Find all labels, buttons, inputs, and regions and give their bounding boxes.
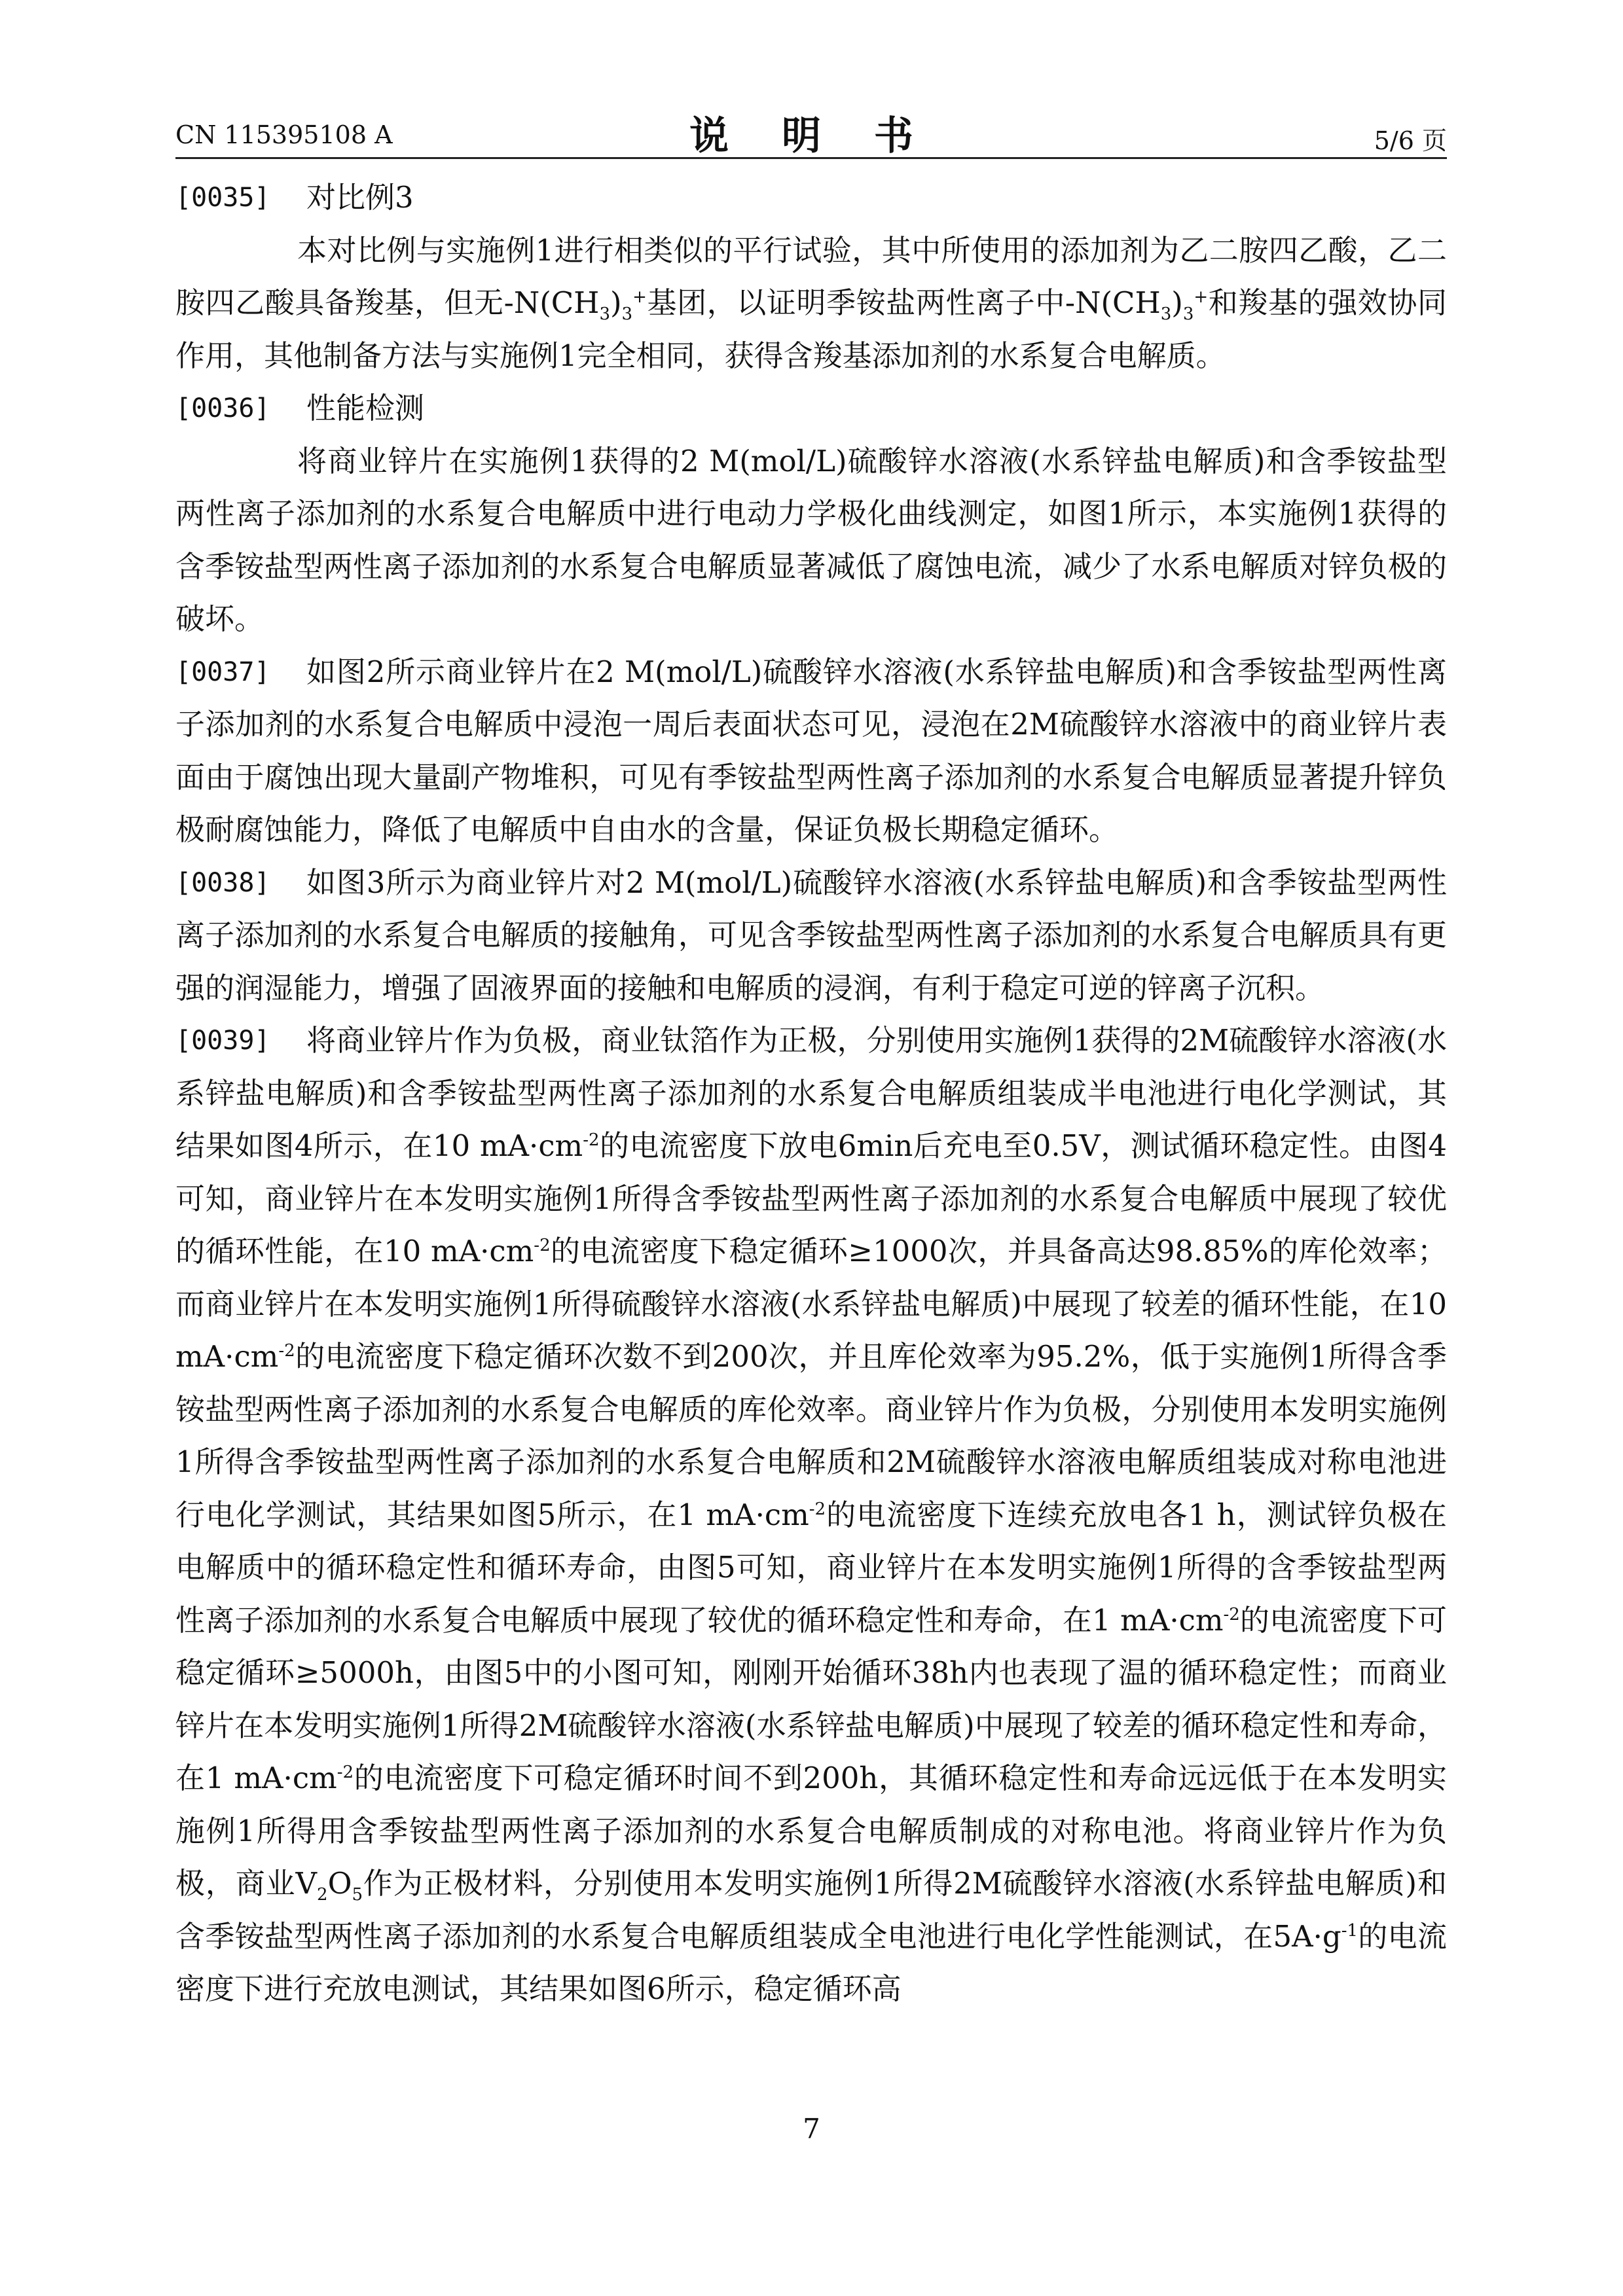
paragraph-0035-body: [175, 224, 1447, 383]
page-number: 7: [803, 2113, 820, 2145]
paragraph-0036-body: [175, 435, 1447, 646]
paragraph-text: 本对比例与实施例1进行相类似的平行试验，其中所使用的添加剂为乙二胺四乙酸，乙二胺四乙酸具备羧基，但无$-N(CH_3)_3^+$基团，以证明季铵盐两性离子中$-N(CH_3)_3^+$和羧基的强效协同作用，其他制备方法与实施例1完全相同，获得含羧基添加剂的水系复合电解质。: [175, 232, 1448, 373]
paragraph-text: 将商业锌片作为负极，商业钛箔作为正极，分别使用实施例1获得的2M硫酸锌水溶液(水系锌盐电解质)和含季铵盐型两性离子添加剂的水系复合电解质组装成半电池进行电化学测试，其结果如图4所示，在10 $mA\cdot cm^{-2}$的电流密度下放电6min后充电至0.5V，测试循环稳定性。由图4可知，商业锌片在本发明实施例1所得含季铵盐型两性离子添加剂的水系复合电解质中展现了较优的循环性能，在10 $mA\cdot cm^{-2}$的电流密度下稳定循环≥1000次，并具备高达98.85%的库伦效率；而商业锌片在本发明实施例1所得硫酸锌水溶液(水系锌盐电解质)中展现了较差的循环性能，在10 $mA\cdot cm^{-2}$的电流密度下稳定循环次数不到200次，并且库伦效率为95.2%，低于实施例1所得含季铵盐型两性离子添加剂的水系复合电解质的库伦效率。商业锌片作为负极，分别使用本发明实施例1所得含季铵盐型两性离子添加剂的水系复合电解质和2M硫酸锌水溶液电解质组装成对称电池进行电化学测试，其结果如图5所示，在1 $mA\cdot cm^{-2}$的电流密度下连续充放电各1 h，测试锌负极在电解质中的循环稳定性和循环寿命，由图5可知，商业锌片在本发明实施例1所得的含季铵盐型两性离子添加剂的水系复合电解质中展现了较优的循环稳定性和寿命，在1 $mA\cdot cm^{-2}$的电流密度下可稳定循环≥5000h，由图5中的小图可知，刚刚开始循环38h内也表现了温的循环稳定性；而商业锌片在本发明实施例1所得2M硫酸锌水溶液(水系锌盐电解质)中展现了较差的循环稳定性和寿命，在1 $mA\cdot cm^{-2}$的电流密度下可稳定循环时间不到200h，其循环稳定性和寿命远远低于在本发明实施例1所得用含季铵盐型两性离子添加剂的水系复合电解质制成的对称电池。将商业锌片作为负极，商业$V_2O_5$作为正极材料，分别使用本发明实施例1所得2M硫酸锌水溶液(水系锌盐电解质)和含季铵盐型两性离子添加剂的水系复合电解质组装成全电池进行电化学性能测试，在$5A\cdot g^{-1}$的电流密度下进行充放电测试，其结果如图6所示，稳定循环高: [175, 1023, 1447, 2006]
paragraph-number: [0037]: [175, 656, 270, 687]
paragraph-number: [0036]: [175, 393, 270, 423]
paragraph-number: [0038]: [175, 867, 270, 898]
paragraph-number: [0035]: [175, 183, 270, 213]
paragraph-text: 将商业锌片在实施例1获得的2 M(mol/L)硫酸锌水溶液(水系锌盐电解质)和含季铵盐型两性离子添加剂的水系复合电解质中进行电动力学极化曲线测定，如图1所示，本实施例1获得的含季铵盐型两性离子添加剂的水系复合电解质显著减低了腐蚀电流，减少了水系电解质对锌负极的破坏。: [175, 443, 1447, 636]
paragraph-text: 如图3所示为商业锌片对2 M(mol/L)硫酸锌水溶液(水系锌盐电解质)和含季铵盐型两性离子添加剂的水系复合电解质的接触角，可见含季铵盐型两性离子添加剂的水系复合电解质具有更强的润湿能力，增强了固液界面的接触和电解质的浸润，有利于稳定可逆的锌离子沉积。: [175, 865, 1447, 1005]
paragraph-text: 对比例3: [306, 180, 414, 215]
paragraph-0038: [175, 857, 1447, 1015]
patent-number: CN 115395108 A: [175, 120, 393, 149]
paragraph-text: 性能检测: [306, 391, 425, 425]
document-title: 说 明 书: [689, 113, 933, 159]
paragraph-0036: [175, 382, 1447, 435]
document-body: [175, 171, 1447, 2016]
page-header: [175, 105, 1447, 157]
paragraph-text: 如图2所示商业锌片在2 M(mol/L)硫酸锌水溶液(水系锌盐电解质)和含季铵盐型两性离子添加剂的水系复合电解质中浸泡一周后表面状态可见，浸泡在2M硫酸锌水溶液中的商业锌片表面由于腐蚀出现大量副产物堆积，可见有季铵盐型两性离子添加剂的水系复合电解质显著提升锌负极耐腐蚀能力，降低了电解质中自由水的含量，保证负极长期稳定循环。: [175, 654, 1447, 847]
header-rule: [175, 157, 1447, 159]
page-indicator: 5/6 页: [1374, 126, 1447, 155]
paragraph-0035: [175, 171, 1447, 224]
paragraph-0037: [175, 646, 1447, 857]
paragraph-number: [0039]: [175, 1026, 270, 1056]
paragraph-0039: [175, 1014, 1447, 2016]
